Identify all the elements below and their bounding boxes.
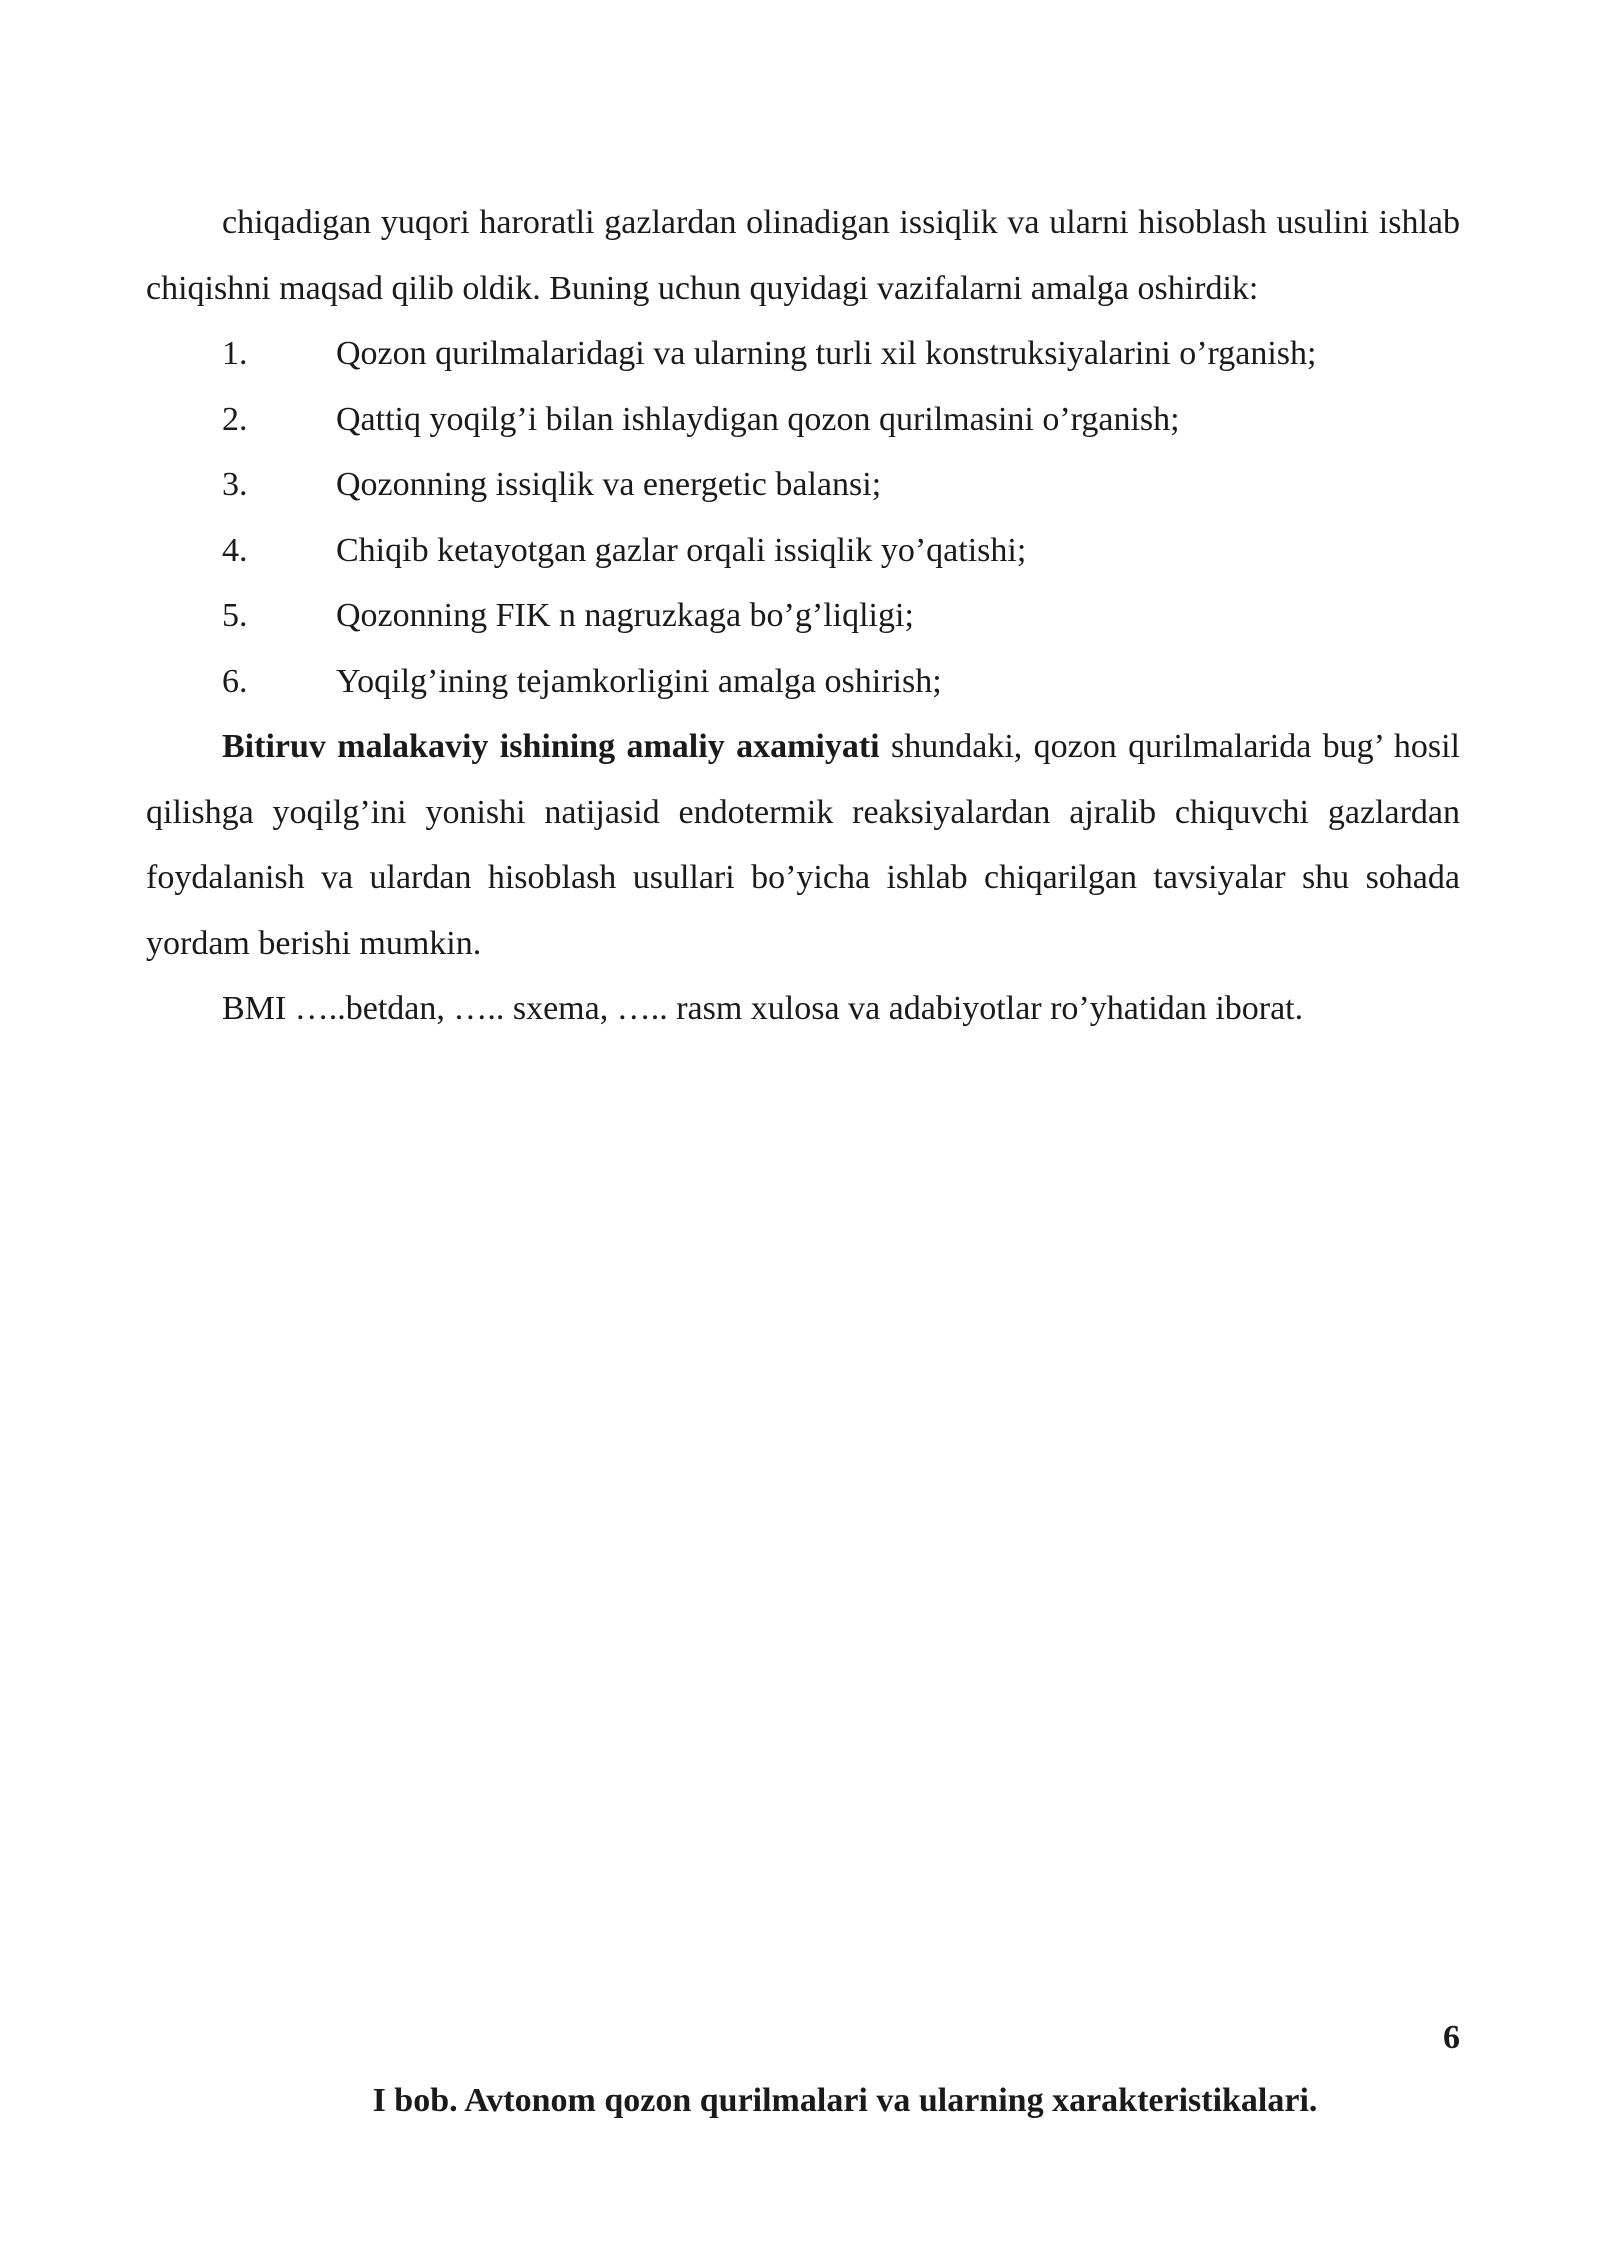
list-item bbox=[146, 583, 1460, 649]
list-item-text: Yoqilg’ining tejamkorligini amalga oshirish; bbox=[336, 662, 942, 700]
list-item-text: Qattiq yoqilg’i bilan ishlaydigan qozon qurilmasini o’rganish; bbox=[336, 400, 1180, 438]
list-item bbox=[146, 649, 1460, 715]
structure-paragraph: BMI …..betdan, ….. sxema, ….. rasm xulosa va adabiyotlar ro’yhatidan iborat. bbox=[222, 990, 1304, 1027]
list-item-text: Qozonning issiqlik va energetic balansi; bbox=[336, 466, 882, 503]
list-item-number: 3. bbox=[222, 466, 248, 503]
chapter-title bbox=[0, 2080, 1600, 2122]
list-item bbox=[146, 452, 1460, 518]
intro-paragraph: chiqadigan yuqori haroratli gazlardan olinadigan issiqlik va ularni hisoblash usulini ishlab chiqishni maqsad qilib oldik. Buning uchun quyidagi vazifalarni amalga oshirdik: bbox=[146, 204, 1460, 307]
list-item-text: Qozonning FIK n nagruzkaga bo’g’liqligi; bbox=[336, 597, 914, 634]
practical-significance-text: shundaki, qozon qurilmalarida bug’ hosil qilishga yoqilg’ini yonishi natijasid endotermik reaksiyalardan ajralib chiquvchi gazlardan foydalanish va ulardan hisoblash usullari bo’yicha ishlab chiqarilgan tavsiyalar shu sohada yordam berishi mumkin. bbox=[146, 728, 1460, 962]
list-item-number: 1. bbox=[222, 335, 248, 372]
task-list bbox=[146, 321, 1460, 714]
list-item bbox=[146, 387, 1460, 453]
body-text bbox=[146, 190, 1460, 1042]
list-item-number: 6. bbox=[222, 662, 248, 700]
list-item-number: 5. bbox=[222, 597, 248, 634]
list-item-text: Chiqib ketayotgan gazlar orqali issiqlik yo’qatishi; bbox=[336, 531, 1027, 569]
page-number: 6 bbox=[1443, 2019, 1460, 2056]
practical-significance-heading: Bitiruv malakaviy ishining amaliy axamiyati bbox=[222, 728, 880, 765]
list-item-text: Qozon qurilmalaridagi va ularning turli xil konstruksiyalarini o’rganish; bbox=[336, 335, 1317, 372]
list-item bbox=[146, 321, 1460, 387]
list-item-number: 4. bbox=[222, 531, 248, 569]
practical-significance-paragraph bbox=[146, 714, 1460, 976]
list-item-number: 2. bbox=[222, 400, 248, 438]
list-item bbox=[146, 518, 1460, 584]
chapter-title-text: I bob. Avtonom qozon qurilmalari va ularning xarakteristikalari. bbox=[372, 2082, 1318, 2119]
